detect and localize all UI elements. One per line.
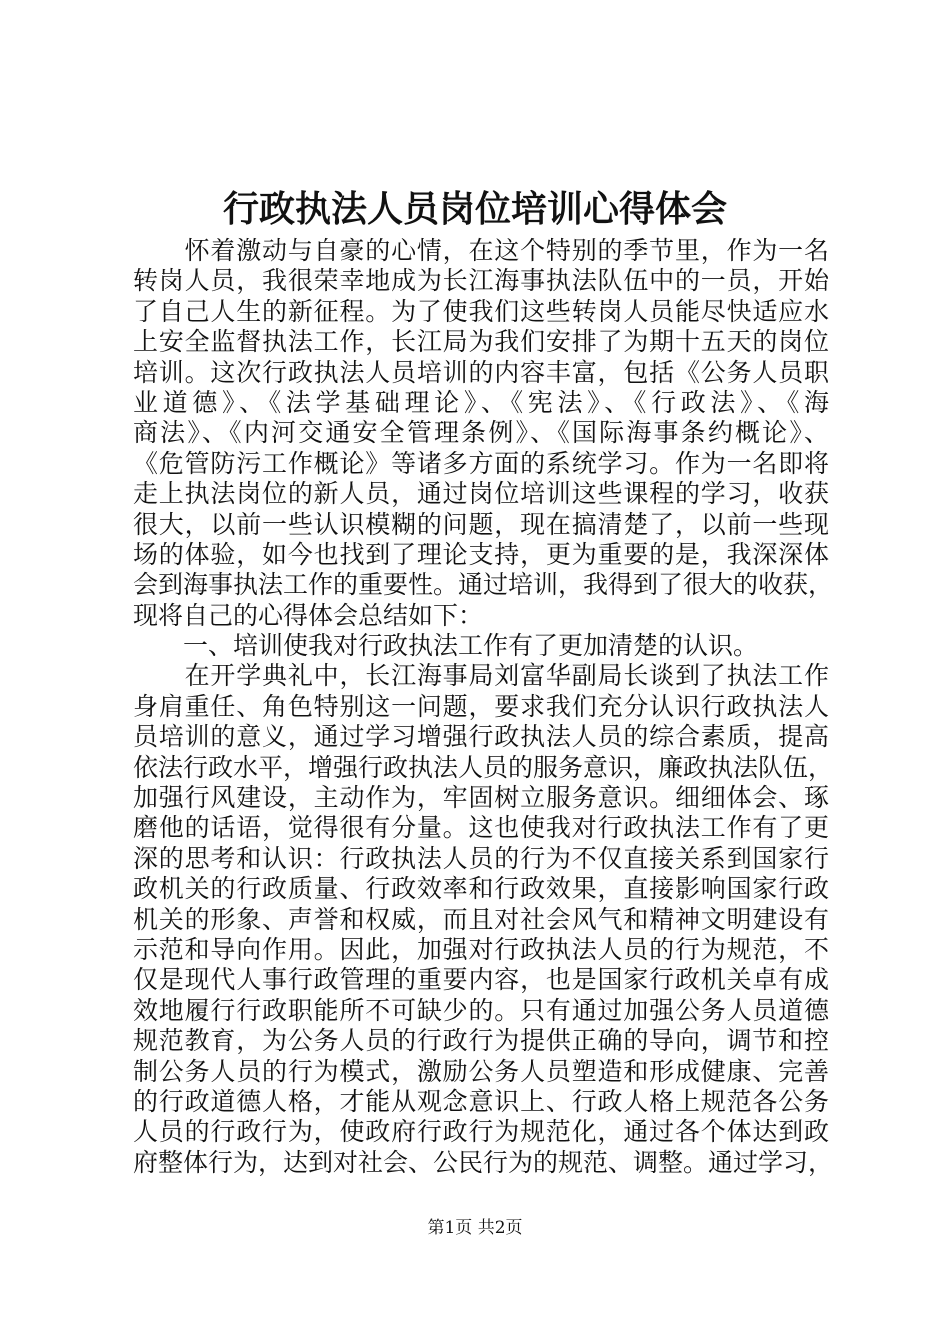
text-line: 效地履行行政职能所不可缺少的。只有通过加强公务人员道德 <box>133 995 829 1025</box>
text-line: 依法行政水平，增强行政执法人员的服务意识，廉政执法队伍， <box>133 752 834 782</box>
text-line: 深的思考和认识：行政执法人员的行为不仅直接关系到国家行 <box>133 843 829 873</box>
text-line: 人员的行政行为，使政府行政行为规范化，通过各个体达到政 <box>133 1117 829 1147</box>
text-line: 走上执法岗位的新人员，通过岗位培训这些课程的学习，收获 <box>133 479 829 509</box>
text-line: 《危管防污工作概论》等诸多方面的系统学习。作为一名即将 <box>133 448 829 478</box>
text-line: 很大，以前一些认识模糊的问题，现在搞清楚了，以前一些现 <box>133 509 829 539</box>
text-line: 在开学典礼中，长江海事局刘富华副局长谈到了执法工作 <box>133 661 829 691</box>
section-heading: 一、培训使我对行政执法工作有了更加清楚的认识。 <box>133 631 759 661</box>
text-line: 府整体行为，达到对社会、公民行为的规范、调整。通过学习， <box>133 1147 834 1177</box>
text-line: 规范教育，为公务人员的行政行为提供正确的导向，调节和控 <box>133 1026 829 1056</box>
text-line: 员培训的意义，通过学习增强行政执法人员的综合素质，提高 <box>133 722 829 752</box>
text-line: 怀着激动与自豪的心情，在这个特别的季节里，作为一名 <box>133 236 829 265</box>
document-body <box>133 236 834 1178</box>
text-line: 政机关的行政质量、行政效率和行政效果，直接影响国家行政 <box>133 874 829 904</box>
text-line: 商法》、《内河交通安全管理条例》、《国际海事条约概论》、 <box>133 418 829 448</box>
text-line: 身肩重任、角色特别这一问题，要求我们充分认识行政执法人 <box>133 691 829 721</box>
page-number-footer: 第1页 共2页 <box>427 1218 523 1238</box>
text-line: 场的体验，如今也找到了理论支持，更为重要的是，我深深体 <box>133 539 829 569</box>
text-line: 加强行风建设，主动作为，牢固树立服务意识。细细体会、琢 <box>133 783 829 813</box>
text-line: 培训。这次行政执法人员培训的内容丰富，包括《公务人员职 <box>133 357 829 387</box>
text-line: 转岗人员，我很荣幸地成为长江海事执法队伍中的一员，开始 <box>133 266 829 296</box>
text-line: 示范和导向作用。因此，加强对行政执法人员的行为规范，不 <box>133 934 829 964</box>
text-line: 业道德》、《法学基础理论》、《宪法》、《行政法》、《海 <box>133 387 829 417</box>
text-line: 的行政道德人格，才能从观念意识上、行政人格上规范各公务 <box>133 1086 829 1116</box>
text-line: 现将自己的心得体会总结如下： <box>133 600 484 630</box>
text-line: 磨他的话语，觉得很有分量。这也使我对行政执法工作有了更 <box>133 813 829 843</box>
text-line: 了自己人生的新征程。为了使我们这些转岗人员能尽快适应水 <box>133 296 829 326</box>
document-title: 行政执法人员岗位培训心得体会 <box>222 188 727 230</box>
text-line: 机关的形象、声誉和权威，而且对社会风气和精神文明建设有 <box>133 904 829 934</box>
text-line: 制公务人员的行为模式，激励公务人员塑造和形成健康、完善 <box>133 1056 829 1086</box>
text-line: 仅是现代人事行政管理的重要内容，也是国家行政机关卓有成 <box>133 965 829 995</box>
text-line: 上安全监督执法工作，长江局为我们安排了为期十五天的岗位 <box>133 327 829 357</box>
text-line: 会到海事执法工作的重要性。通过培训，我得到了很大的收获， <box>133 570 834 600</box>
